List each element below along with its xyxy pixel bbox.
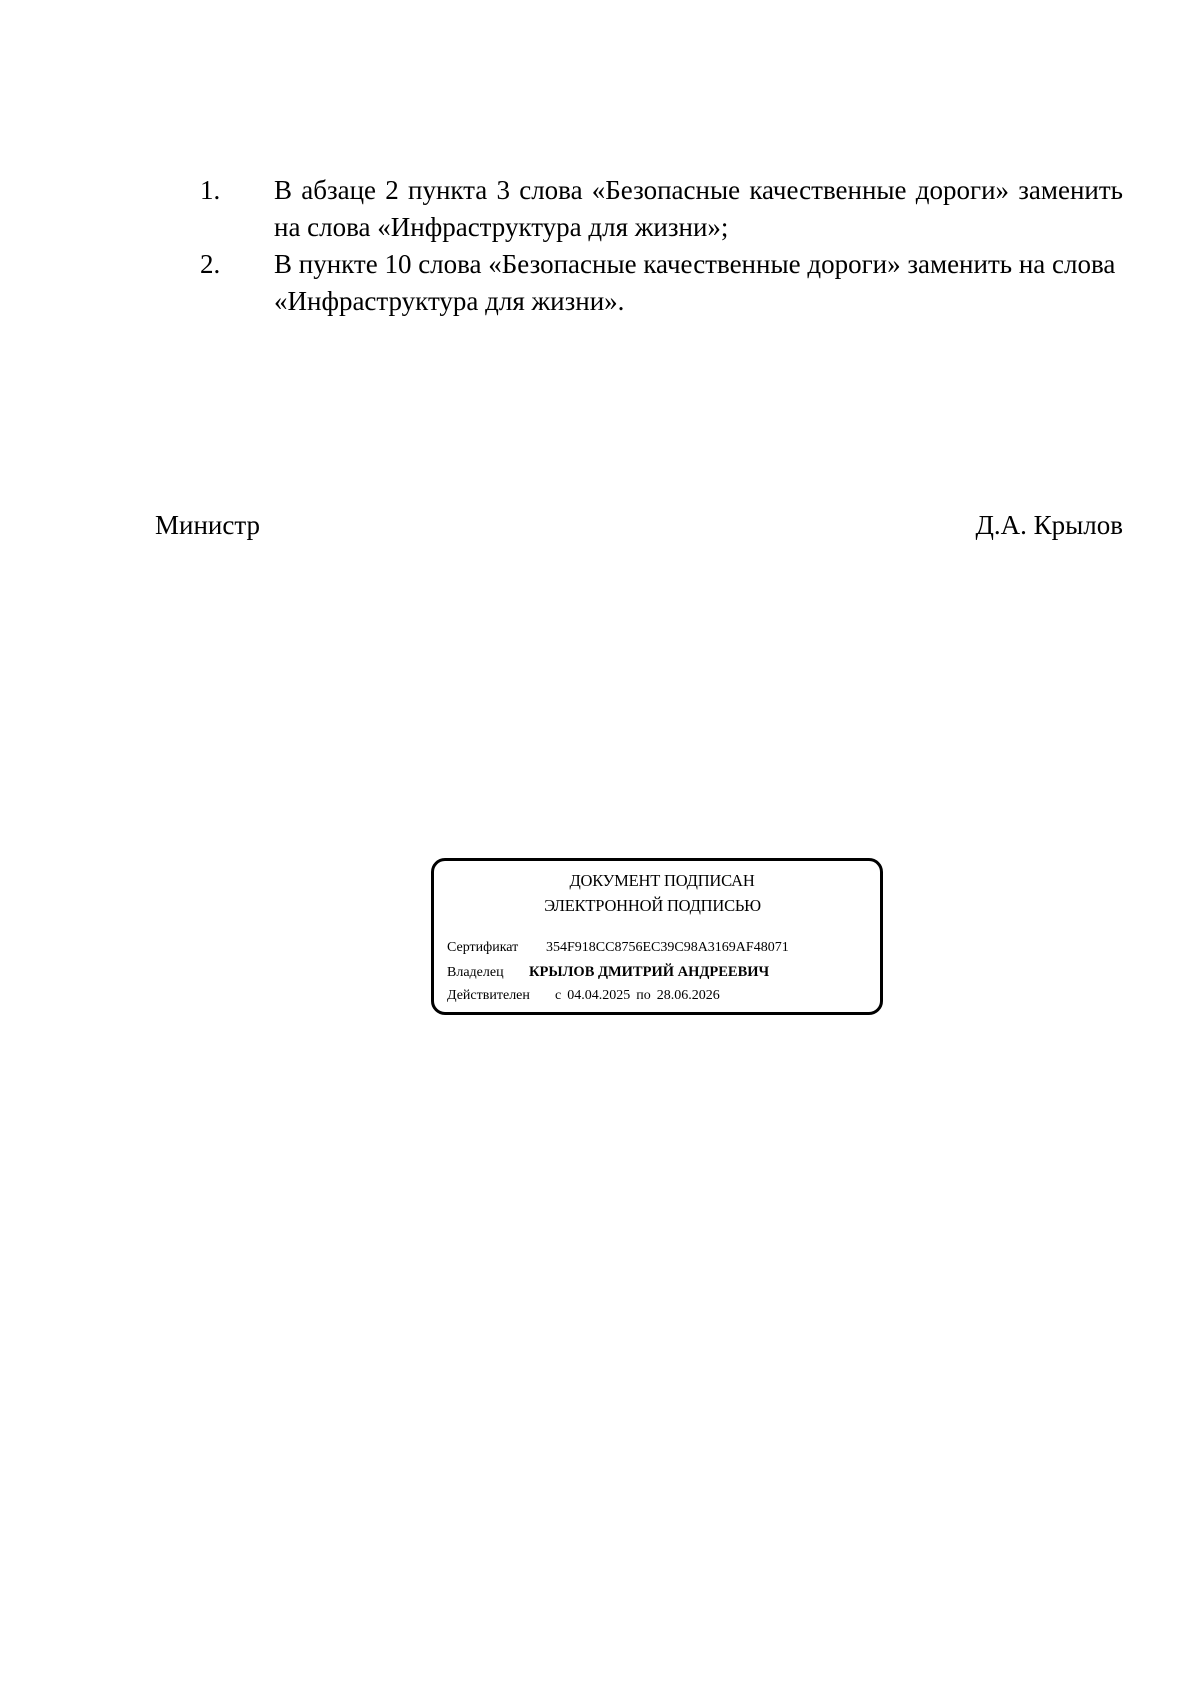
stamp-title-line2: ЭЛЕКТРОННОЙ ПОДПИСЬЮ [544,896,761,915]
stamp-valid-to-prefix: по [636,988,651,1003]
stamp-valid-from: 04.04.2025 [567,988,631,1003]
stamp-certificate-value: 354F918CC8756EC39C98A3169AF48071 [546,940,789,955]
stamp-owner-row [447,963,769,982]
list-item-number: 2. [200,249,221,279]
list-item [200,172,1123,246]
stamp-certificate-row [447,939,789,957]
stamp-owner-value: КРЫЛОВ ДМИТРИЙ АНДРЕЕВИЧ [529,964,770,980]
stamp-valid-to: 28.06.2026 [656,988,720,1003]
amendments-list [200,172,1123,320]
list-item-text: В пункте 10 слова «Безопасные качественные дороги» заменить на слова «Инфраструктура для жизни». [274,249,1116,316]
stamp-owner-label: Владелец [447,965,504,980]
electronic-signature-stamp [431,858,883,1015]
list-item [200,246,1123,320]
stamp-certificate-label: Сертификат [447,940,519,955]
signer-position: Министр [155,510,260,540]
stamp-valid-from-prefix: с [555,988,562,1003]
signer-name: Д.А. Крылов [975,510,1123,540]
list-item-text: В абзаце 2 пункта 3 слова «Безопасные качественные дороги» заменить на слова «Инфраструктура для жизни»; [274,175,1123,242]
list-item-number: 1. [200,175,221,205]
stamp-title-line1: ДОКУМЕНТ ПОДПИСАН [569,871,755,890]
stamp-validity-label: Действителен [447,988,530,1003]
stamp-validity-row [447,987,720,1005]
